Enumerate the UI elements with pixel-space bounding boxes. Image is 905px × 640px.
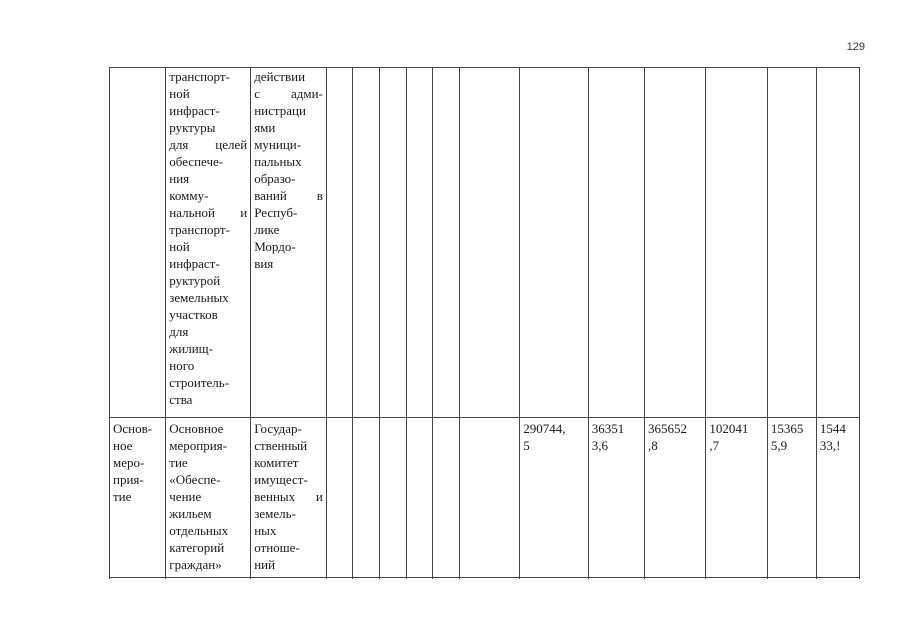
value-cell <box>520 68 589 418</box>
value-cell <box>816 68 859 418</box>
cell-line: руктуры <box>169 120 216 135</box>
table-row <box>110 418 860 580</box>
empty-cell <box>406 418 433 580</box>
empty-cell <box>326 418 353 580</box>
value-cell <box>706 418 767 580</box>
cell-line: Респуб- <box>254 205 298 220</box>
event-type-cell <box>110 68 166 418</box>
value-cell <box>645 68 706 418</box>
empty-cell <box>406 68 433 418</box>
cell-word: ваний <box>254 188 287 203</box>
cell-line: Основное <box>169 421 224 436</box>
empty-cell <box>380 418 407 580</box>
cell-line: жильем <box>169 506 212 521</box>
empty-cell <box>353 418 380 580</box>
event-type-cell <box>110 418 166 580</box>
cell-word: с <box>254 86 260 101</box>
value-cell <box>767 68 816 418</box>
cell-line: комитет <box>254 455 299 470</box>
cell-word: в <box>316 188 323 203</box>
cell-line: ,8 <box>648 438 658 453</box>
cell-line: 1544 <box>819 421 846 436</box>
cell-line: категорий <box>169 540 225 555</box>
document-table <box>109 67 860 578</box>
cell-line: пальных <box>254 154 302 169</box>
empty-cell <box>326 68 353 418</box>
cell-line: нистраци <box>254 103 306 118</box>
cell-line: ний <box>254 557 276 572</box>
cell-line: действии <box>254 69 306 84</box>
cell-line: образо- <box>254 171 296 186</box>
cell-line: 290744, <box>523 421 566 436</box>
cell-line: ной <box>169 86 190 101</box>
cell-line: жилищ- <box>169 341 213 356</box>
cell-line: транспорт- <box>169 222 230 237</box>
cell-line: инфраст- <box>169 256 220 271</box>
cell-line: имущест- <box>254 472 308 487</box>
cell-line: ной <box>169 239 190 254</box>
cell-line: 365652 <box>648 421 688 436</box>
empty-cell <box>433 418 460 580</box>
executor-cell <box>251 68 327 418</box>
empty-cell <box>380 68 407 418</box>
cell-word: и <box>315 489 323 504</box>
cell-line: руктурой <box>169 273 221 288</box>
value-cell <box>520 418 589 580</box>
cell-line <box>254 488 323 505</box>
cell-line <box>169 204 247 221</box>
cell-line: для <box>169 324 189 339</box>
cell-line: 3,6 <box>591 438 609 453</box>
cell-line: отдельных <box>169 523 229 538</box>
cell-word: целей <box>215 137 248 152</box>
cell-line: ства <box>169 392 193 407</box>
cell-line: ,7 <box>709 438 720 453</box>
cell-line: мероприя- <box>169 438 227 453</box>
cell-line: прия- <box>113 472 144 487</box>
empty-cell <box>433 68 460 418</box>
cell-line: «Обеспе- <box>169 472 221 487</box>
cell-line: транспорт- <box>169 69 230 84</box>
cell-line: лике <box>254 222 280 237</box>
value-cell <box>816 418 859 580</box>
cell-line: тие <box>113 489 132 504</box>
cell-line: ного <box>169 358 195 373</box>
cell-line: 102041 <box>709 421 749 436</box>
cell-line: инфраст- <box>169 103 220 118</box>
cell-line: вия <box>254 256 274 271</box>
value-cell <box>588 418 644 580</box>
cell-word: венных <box>254 489 296 504</box>
empty-cell <box>459 418 519 580</box>
page-number: 129 <box>846 41 865 53</box>
cell-line: граждан» <box>169 557 222 572</box>
value-cell <box>706 68 767 418</box>
cell-line: ных <box>254 523 277 538</box>
cell-line: Мордо- <box>254 239 296 254</box>
cell-word: адми- <box>290 86 323 101</box>
cell-line: отноше- <box>254 540 300 555</box>
cell-line: ственный <box>254 438 308 453</box>
cell-line: Основ- <box>113 421 153 436</box>
table-row <box>110 68 860 418</box>
cell-line: земельных <box>169 290 229 305</box>
cell-line: ями <box>254 120 276 135</box>
empty-cell <box>459 68 519 418</box>
value-cell <box>645 418 706 580</box>
cell-line: муници- <box>254 137 302 152</box>
cell-line: Государ- <box>254 421 302 436</box>
cell-line: 5,9 <box>770 438 788 453</box>
cell-line <box>169 136 247 153</box>
cell-line <box>254 187 323 204</box>
cell-word: и <box>240 205 248 220</box>
cell-line <box>254 85 323 102</box>
cell-line: 15365 <box>770 421 804 436</box>
cell-line: тие <box>169 455 188 470</box>
value-cell <box>767 418 816 580</box>
cell-line: ное <box>113 438 133 453</box>
cell-line: обеспече- <box>169 154 224 169</box>
value-cell <box>588 68 644 418</box>
cell-line: меро- <box>113 455 145 470</box>
cell-line: строитель- <box>169 375 230 390</box>
event-name-cell <box>166 68 251 418</box>
cell-line: ния <box>169 171 190 186</box>
cell-line: 36351 <box>591 421 625 436</box>
executor-cell <box>251 418 327 580</box>
cell-line: 33,! <box>819 438 841 453</box>
cell-line: комму- <box>169 188 209 203</box>
cell-line: земель- <box>254 506 296 521</box>
empty-cell <box>353 68 380 418</box>
cell-line: чение <box>169 489 202 504</box>
cell-line: 5 <box>523 438 530 453</box>
cell-line: участков <box>169 307 218 322</box>
event-name-cell <box>166 418 251 580</box>
cell-word: нальной <box>169 205 215 220</box>
cell-word: для <box>169 137 189 152</box>
